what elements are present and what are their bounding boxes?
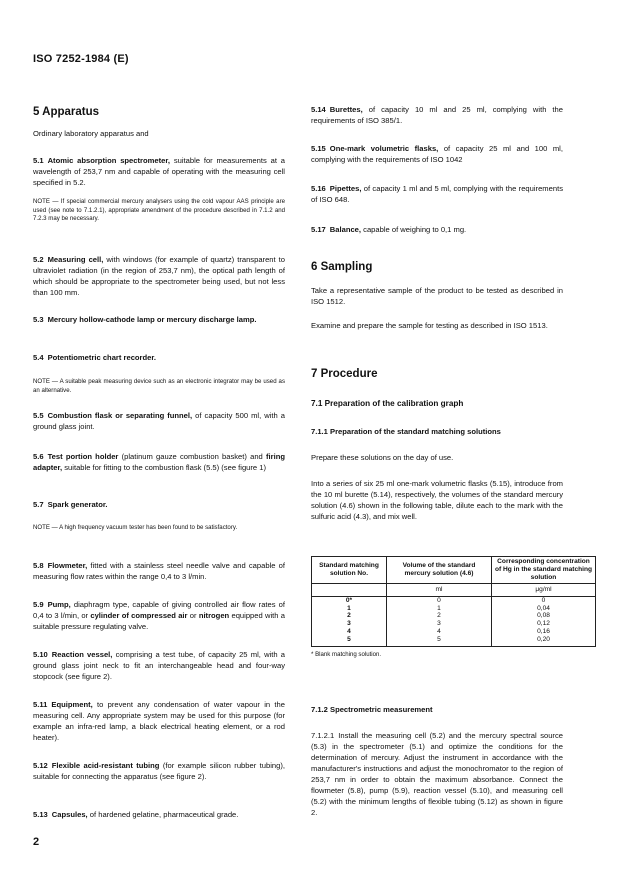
subsection-7-1-1: 7.1.1 Preparation of the standard matching solutions (311, 427, 501, 436)
item-5-11: 5.11 Equipment, to prevent any condensation of water vapour in the measuring cell. Any appropriate system may be used for this purpose (for example an infra-red lamp, a black electrical heating element, or a rod heater). (33, 700, 285, 742)
item-5-16: 5.16 Pipettes, of capacity 1 ml and 5 ml, complying with the requirements of ISO 648. (311, 184, 563, 204)
document-header: ISO 7252-1984 (E) (33, 53, 129, 65)
table-row: 3 3 0,12 (312, 620, 596, 628)
section-7-p1: Prepare these solutions on the day of use. (311, 453, 454, 462)
item-5-4: 5.4 Potentiometric chart recorder. (33, 353, 157, 362)
matching-solutions-table (311, 556, 596, 659)
table-header-solution-no: Standard matching solution No. (312, 557, 387, 584)
item-5-2: 5.2 Measuring cell, with windows (for example of quartz) transparent to ultraviolet radiation (in the region of 253,7 nm), the optical path length of which should be appropriate to the spectrometer being used, but not less than 100 mm. (33, 255, 285, 297)
table-unit: ml (387, 584, 492, 597)
table-row: 5 5 0,20 (312, 636, 596, 646)
section-5-title: 5 Apparatus (33, 106, 100, 118)
item-5-5: 5.5 Combustion flask or separating funnel, of capacity 500 ml, with a ground glass joint. (33, 411, 285, 431)
table-unit: μg/ml (492, 584, 596, 597)
section-7-title: 7 Procedure (311, 368, 378, 380)
subsection-7-1: 7.1 Preparation of the calibration graph (311, 399, 464, 408)
note-5-7: NOTE — A high frequency vacuum tester has been found to be satisfactory. (33, 524, 238, 531)
item-5-9: 5.9 Pump, diaphragm type, capable of giving controlled air flow rates of 0,4 to 3 l/min, or cylinder of compressed air or nitrogen equipped with a suitable pressure regulating valve. (33, 600, 285, 631)
page-number: 2 (33, 836, 40, 848)
section-6-p2: Examine and prepare the sample for testing as described in ISO 1513. (311, 321, 548, 330)
item-5-7: 5.7 Spark generator. (33, 500, 108, 509)
table-unit (312, 584, 387, 597)
section-6-title: 6 Sampling (311, 261, 373, 273)
item-5-10: 5.10 Reaction vessel, comprising a test tube, of capacity 25 ml, with a ground glass joint neck to fit an interchangeable head and four-way stopcock (see figure 2). (33, 650, 285, 681)
item-5-17: 5.17 Balance, capable of weighing to 0,1 mg. (311, 225, 467, 234)
subsection-7-1-2: 7.1.2 Spectrometric measurement (311, 705, 433, 714)
table-row: 2 2 0,08 (312, 612, 596, 620)
section-7-1-2-1: 7.1.2.1 Install the measuring cell (5.2) and the mercury spectral source (5.3) in the spectrometer (5.1) and optimize the conditions for the determination of mercury. Adjust the instrument in accordance with the manufacturer's instructions and adjust the monochromator to the region of 253,7 nm in order to obtain the maximum absorbance. Connect the flowmeter (5.8), pump (5.9), reaction vessel (5.10), and measuring cell (5.2) with the minimum lengths of flexible tubing (5.12) as shown in figure 2. (311, 731, 563, 817)
table-footnote: * Blank matching solution. (311, 650, 382, 658)
section-7-p2: Into a series of six 25 ml one-mark volumetric flasks (5.15), introduce from the 10 ml burette (5.14), respectively, the volumes of the standard mercury solution (4.6) shown in the following table, dilute each to the mark with the sulfuric acid (4.3), and mix well. (311, 479, 563, 521)
item-5-6: 5.6 Test portion holder (platinum gauze combustion basket) and firing adapter, suitable for fitting to the combustion flask (5.5) (see figure 1) (33, 452, 285, 472)
table-header-concentration: Corresponding concentration of Hg in the standard matching solution (492, 557, 596, 584)
item-5-13: 5.13 Capsules, of hardened gelatine, pharmaceutical grade. (33, 810, 239, 819)
table-row: 0* 0 0 (312, 596, 596, 604)
item-5-12: 5.12 Flexible acid-resistant tubing (for example silicon rubber tubing), suitable for connecting the apparatus (see figure 2). (33, 761, 285, 781)
table-row: 4 4 0,16 (312, 628, 596, 636)
item-5-8: 5.8 Flowmeter, fitted with a stainless steel needle valve and capable of measuring flow rates within the range 0,4 to 3 l/min. (33, 561, 285, 581)
table-header-volume: Volume of the standard mercury solution (4.6) (387, 557, 492, 584)
note-5-4: NOTE — A suitable peak measuring device such as an electronic integrator may be used as an alternative. (33, 378, 285, 394)
section-6-p1: Take a representative sample of the product to be tested as described in ISO 1512. (311, 286, 563, 306)
item-5-1: 5.1 Atomic absorption spectrometer, suitable for measurements at a wavelength of 253,7 nm and capable of operating with the measuring cell specified in 5.2. (33, 156, 285, 187)
item-5-15: 5.15 One-mark volumetric flasks, of capacity 25 ml and 100 ml, complying with the requirements of ISO 1042 (311, 144, 563, 164)
section-5-intro: Ordinary laboratory apparatus and (33, 129, 149, 138)
item-5-3: 5.3 Mercury hollow-cathode lamp or mercury discharge lamp. (33, 315, 257, 324)
item-5-14: 5.14 Burettes, of capacity 10 ml and 25 ml, complying with the requirements of ISO 385/1. (311, 105, 563, 125)
table-row: 1 1 0,04 (312, 605, 596, 613)
note-5-1: NOTE — If special commercial mercury analysers using the cold vapour AAS principle are used (see note to 7.1.2.1), appropriate amendment of the procedure described in 7.1.2 and 7.2.3 may be necessary. (33, 198, 285, 223)
